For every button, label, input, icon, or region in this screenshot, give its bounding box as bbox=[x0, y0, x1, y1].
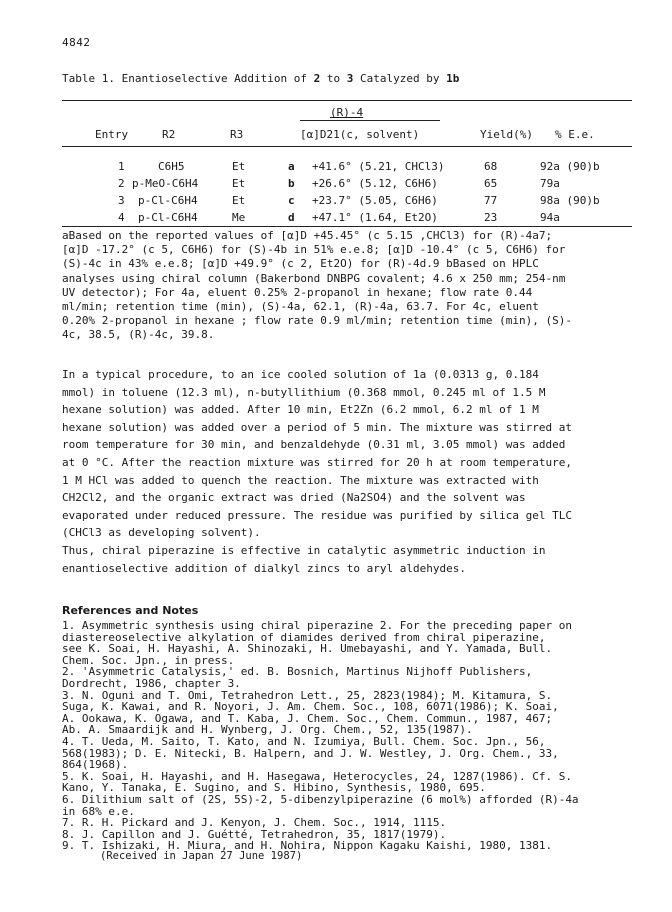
cell-entry: 4 bbox=[118, 211, 125, 224]
reference-line: 4. T. Ueda, M. Saito, T. Kato, and N. Izumiya, Bull. Chem. Soc. Jpn., 56, bbox=[62, 734, 546, 748]
reference-line: 2. 'Asymmetric Catalysis,' ed. B. Bosnich, Martinus Nijhoff Publishers, bbox=[62, 665, 533, 679]
body-line: hexane solution) was added. After 10 min, Et2Zn (6.2 mmol, 6.2 ml of 1 M bbox=[62, 403, 539, 417]
reference-line: 7. R. H. Pickard and J. Kenyon, J. Chem. Soc., 1914, 1115. bbox=[62, 816, 447, 830]
footnote-line: [α]D -17.2° (c 5, C6H6) for (S)-4b in 51% e.e.8; [α]D -10.4° (c 5, C6H6) for bbox=[62, 243, 566, 257]
body-line: hexane solution) was added over a period of 5 min. The mixture was stirred at bbox=[62, 420, 572, 434]
footnote-line: (S)-4c in 43% e.e.8; [α]D +49.9° (c 2, Et2O) for (R)-4d.9 bBased on HPLC bbox=[62, 257, 539, 271]
reference-line: A. Ookawa, K. Ogawa, and T. Kaba, J. Chem. Soc., Chem. Commun., 1987, 467; bbox=[62, 711, 553, 725]
header-r2: R2 bbox=[162, 128, 176, 141]
cell-r2: C6H5 bbox=[158, 160, 185, 173]
body-line: (CHCl3 as developing solvent). bbox=[62, 526, 261, 540]
cell-r3: Et bbox=[232, 177, 246, 190]
caption-compound-2: 2 bbox=[313, 72, 321, 85]
body-line: mmol) in toluene (12.3 ml), n-butyllithium (0.368 mmol, 0.245 ml of 1.5 M bbox=[62, 385, 546, 399]
body-line: In a typical procedure, to an ice cooled solution of 1a (0.0313 g, 0.184 bbox=[62, 368, 539, 381]
cell-ee: 94a bbox=[540, 211, 560, 224]
caption-compound-3: 3 bbox=[346, 72, 354, 85]
body-line: evaporated under reduced pressure. The residue was purified by silica gel TLC bbox=[62, 508, 572, 522]
table-footnote bbox=[62, 229, 634, 343]
cell-r3: Et bbox=[232, 160, 246, 173]
footnote-line: aBased on the reported values of [α]D +45.45° (c 5.15 ,CHCl3) for (R)-4a7; bbox=[62, 229, 553, 242]
header-entry: Entry bbox=[95, 128, 129, 141]
references-list bbox=[62, 620, 579, 852]
cell-ee: 98a (90)b bbox=[540, 194, 600, 207]
cell-label: b bbox=[288, 177, 295, 190]
reference-line: Kano, Y. Tanaka, E. Sugino, and S. Hibino, Synthesis, 1980, 695. bbox=[62, 781, 486, 795]
cell-rotation: +41.6° (5.21, CHCl3) bbox=[312, 160, 445, 173]
cell-yield: 77 bbox=[484, 194, 498, 207]
cell-rotation: +47.1° (1.64, Et2O) bbox=[312, 211, 438, 224]
group-header-rule bbox=[300, 120, 440, 121]
cell-entry: 1 bbox=[118, 160, 125, 173]
footnote-line: 0.20% 2-propanol in hexane ; flow rate 0.9 ml/min; retention time (min), (S)- bbox=[62, 314, 572, 328]
reference-line: see K. Soai, H. Hayashi, A. Shinozaki, H. Umebayashi, and Y. Yamada, Bull. bbox=[62, 642, 553, 656]
cell-rotation: +26.6° (5.12, C6H6) bbox=[312, 177, 438, 190]
reference-line: 8. J. Capillon and J. Guétté, Tetrahedron, 35, 1817(1979). bbox=[62, 827, 447, 841]
cell-ee: 92a (90)b bbox=[540, 160, 600, 173]
table-header-rule bbox=[62, 146, 632, 147]
header-r3: R3 bbox=[230, 128, 244, 141]
reference-line: 6. Dilithium salt of (2S, 5S)-2, 5-dibenzylpiperazine (6 mol%) afforded (R)-4a bbox=[62, 792, 579, 806]
reference-line: 864(1968). bbox=[62, 758, 129, 772]
header-yield: Yield(%) bbox=[480, 128, 533, 141]
cell-r2: p-Cl-C6H4 bbox=[138, 211, 198, 224]
footnote-line: 4c, 38.5, (R)-4c, 39.8. bbox=[62, 328, 215, 342]
page-number: 4842 bbox=[62, 36, 91, 49]
reference-line: 1. Asymmetric synthesis using chiral piperazine 2. For the preceding paper on bbox=[62, 619, 572, 632]
cell-yield: 65 bbox=[484, 177, 498, 190]
reference-line: 3. N. Oguni and T. Omi, Tetrahedron Lett., 25, 2823(1984); M. Kitamura, S. bbox=[62, 688, 553, 702]
footnote-line: UV detector); For 4a, eluent 0.25% 2-propanol in hexane; flow rate 0.44 bbox=[62, 285, 533, 299]
table-caption bbox=[62, 72, 459, 85]
header-rotation: [α]D21(c, solvent) bbox=[300, 128, 420, 141]
group-header: (R)-4 bbox=[330, 106, 364, 119]
cell-r2: p-MeO-C6H4 bbox=[132, 177, 199, 190]
header-ee: % E.e. bbox=[555, 128, 595, 141]
body-line: Thus, chiral piperazine is effective in catalytic asymmetric induction in bbox=[62, 543, 546, 557]
footnote-line: analyses using chiral column (Bakerbond DNBPG covalent; 4.6 x 250 mm; 254-nm bbox=[62, 271, 566, 285]
reference-line: 9. T. Ishizaki, H. Miura, and H. Nohira, Nippon Kagaku Kaishi, 1980, 1381. bbox=[62, 839, 553, 853]
body-line: at 0 °C. After the reaction mixture was stirred for 20 h at room temperature, bbox=[62, 455, 572, 469]
reference-line: diastereoselective alkylation of diamides derived from chiral piperazine, bbox=[62, 630, 546, 644]
reference-line: 5. K. Soai, H. Hayashi, and H. Hasegawa, Heterocycles, 24, 1287(1986). Cf. S. bbox=[62, 769, 572, 783]
body-line: 1 M HCl was added to quench the reaction. The mixture was extracted with bbox=[62, 473, 539, 487]
reference-line: Suga, K. Kawai, and R. Noyori, J. Am. Chem. Soc., 108, 6071(1986); K. Soai, bbox=[62, 700, 559, 714]
cell-label: c bbox=[288, 194, 295, 207]
cell-ee: 79a bbox=[540, 177, 560, 190]
caption-catalyst: 1b bbox=[446, 72, 460, 85]
cell-yield: 23 bbox=[484, 211, 498, 224]
cell-entry: 3 bbox=[118, 194, 125, 207]
reference-line: Chem. Soc. Jpn., in press. bbox=[62, 653, 235, 667]
reference-line: Dordrecht, 1986, chapter 3. bbox=[62, 676, 241, 690]
cell-label: a bbox=[288, 160, 295, 173]
cell-r3: Et bbox=[232, 194, 246, 207]
procedure-paragraph bbox=[62, 366, 572, 577]
reference-line: in 68% e.e. bbox=[62, 804, 135, 818]
body-line: enantioselective addition of dialkyl zincs to aryl aldehydes. bbox=[62, 561, 466, 575]
received-note: (Received in Japan 27 June 1987) bbox=[100, 850, 303, 862]
reference-line: 568(1983); D. E. Nitecki, B. Halpern, and J. W. Westley, J. Org. Chem., 33, bbox=[62, 746, 559, 760]
caption-text-2: to bbox=[320, 72, 347, 85]
references-heading: References and Notes bbox=[62, 604, 199, 617]
caption-text-3: Catalyzed by bbox=[353, 72, 447, 85]
cell-label: d bbox=[288, 211, 295, 224]
caption-text: Table 1. Enantioselective Addition of bbox=[62, 72, 314, 85]
table-top-rule bbox=[62, 100, 632, 101]
table-bottom-rule bbox=[62, 226, 632, 227]
cell-r2: p-Cl-C6H4 bbox=[138, 194, 198, 207]
cell-rotation: +23.7° (5.05, C6H6) bbox=[312, 194, 438, 207]
body-line: room temperature for 30 min, and benzaldehyde (0.31 ml, 3.05 mmol) was added bbox=[62, 438, 566, 452]
footnote-line: ml/min; retention time (min), (S)-4a, 62.1, (R)-4a, 63.7. For 4c, eluent bbox=[62, 300, 539, 314]
cell-entry: 2 bbox=[118, 177, 125, 190]
cell-yield: 68 bbox=[484, 160, 498, 173]
body-line: CH2Cl2, and the organic extract was dried (Na2SO4) and the solvent was bbox=[62, 491, 526, 505]
reference-line: Ab. A. Smaardijk and H. Wynberg, J. Org. Chem., 52, 135(1987). bbox=[62, 723, 473, 737]
cell-r3: Me bbox=[232, 211, 246, 224]
